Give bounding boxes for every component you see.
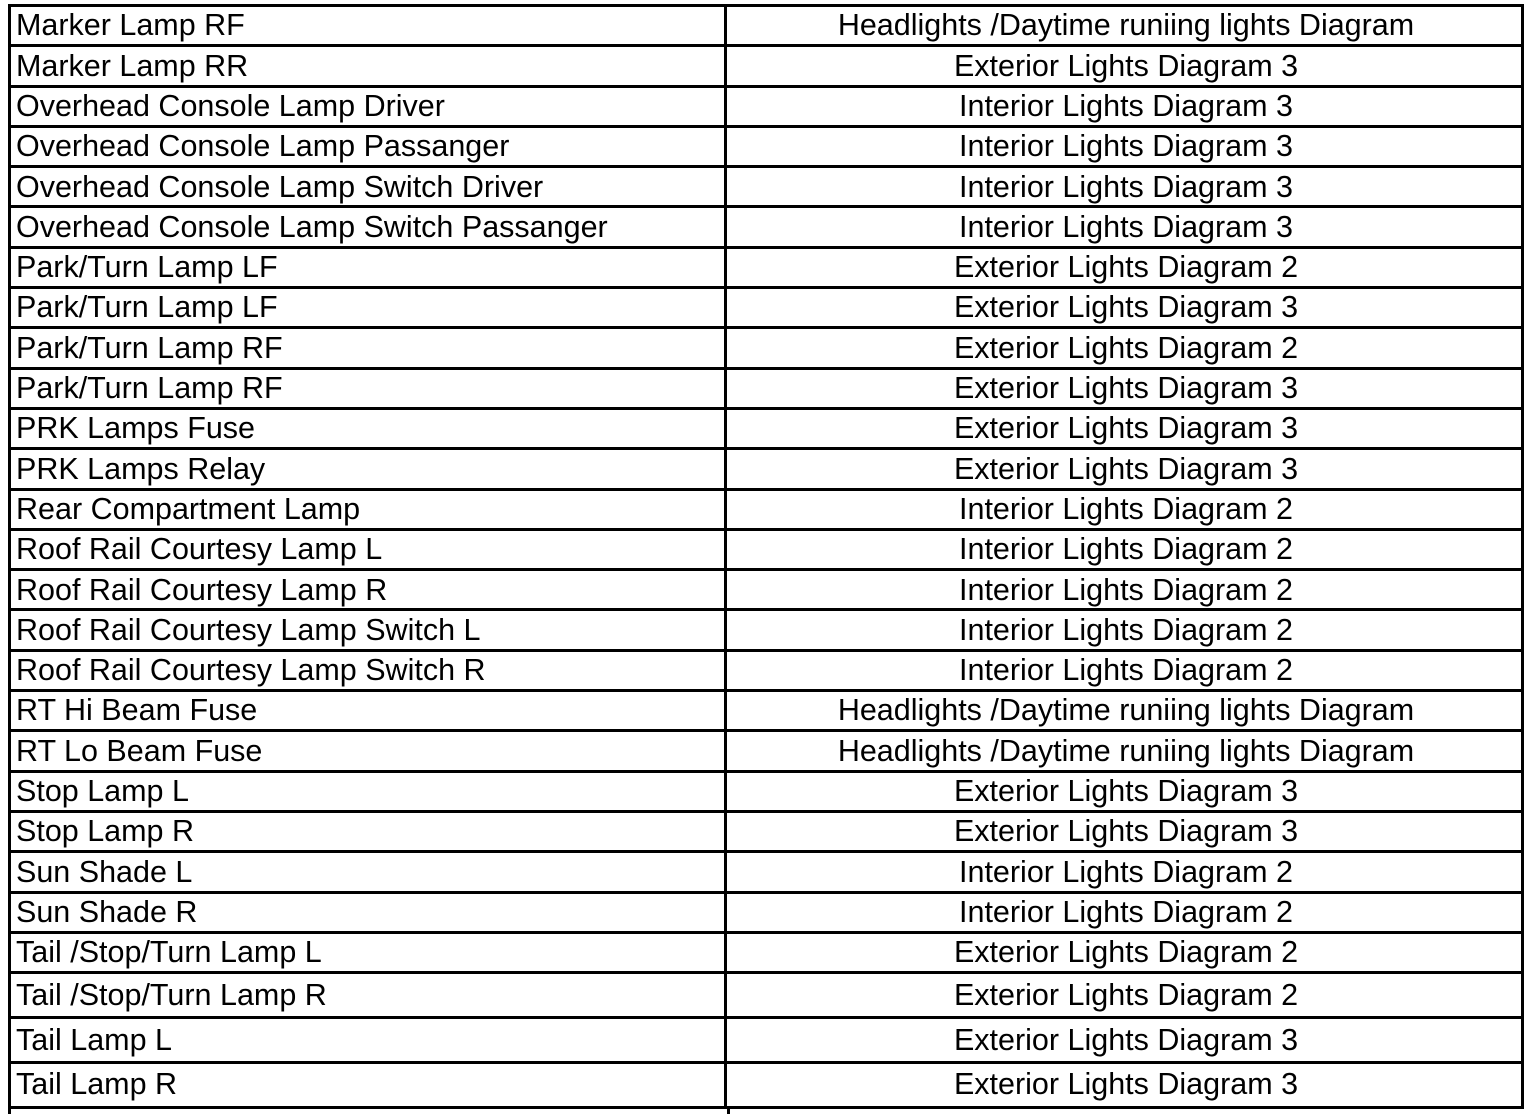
component-name-cell: Stop Lamp L — [8, 773, 727, 810]
diagram-reference-cell: Headlights /Daytime runiing lights Diagram — [727, 692, 1524, 729]
table-row — [8, 692, 1524, 732]
diagram-reference-cell: Interior Lights Diagram 2 — [727, 491, 1524, 528]
table-row — [8, 1019, 1524, 1064]
component-name-cell: Park/Turn Lamp RF — [8, 329, 727, 366]
table-row — [8, 1064, 1524, 1109]
diagram-reference-cell: Headlights /Daytime runiing lights Diagram — [727, 732, 1524, 769]
component-name-cell: Tail Lamp R — [8, 1064, 727, 1106]
diagram-reference-cell: Exterior Lights Diagram 3 — [727, 773, 1524, 810]
component-diagram-table — [8, 4, 1524, 1109]
component-name-cell: Roof Rail Courtesy Lamp Switch L — [8, 611, 727, 648]
component-name-cell: Roof Rail Courtesy Lamp L — [8, 531, 727, 568]
component-name-cell: PRK Lamps Fuse — [8, 410, 727, 447]
table-row — [8, 813, 1524, 853]
component-name-cell: RT Lo Beam Fuse — [8, 732, 727, 769]
table-continuation — [8, 1108, 1524, 1114]
table-row — [8, 853, 1524, 893]
component-name-cell: Roof Rail Courtesy Lamp Switch R — [8, 652, 727, 689]
diagram-reference-cell: Interior Lights Diagram 3 — [727, 88, 1524, 125]
diagram-reference-cell: Exterior Lights Diagram 3 — [727, 1019, 1524, 1061]
diagram-reference-cell: Interior Lights Diagram 3 — [727, 168, 1524, 205]
diagram-reference-cell: Exterior Lights Diagram 2 — [727, 329, 1524, 366]
table-row — [8, 88, 1524, 128]
diagram-reference-cell: Interior Lights Diagram 2 — [727, 652, 1524, 689]
component-name-cell: Overhead Console Lamp Switch Passanger — [8, 208, 727, 245]
diagram-reference-cell: Exterior Lights Diagram 3 — [727, 370, 1524, 407]
table-row — [8, 652, 1524, 692]
table-row — [8, 450, 1524, 490]
component-name-cell: Tail /Stop/Turn Lamp R — [8, 974, 727, 1016]
component-name-cell: PRK Lamps Relay — [8, 450, 727, 487]
table-row — [8, 732, 1524, 772]
diagram-reference-cell: Exterior Lights Diagram 3 — [727, 450, 1524, 487]
diagram-reference-cell: Exterior Lights Diagram 3 — [727, 1064, 1524, 1106]
diagram-reference-cell: Exterior Lights Diagram 3 — [727, 410, 1524, 447]
diagram-reference-cell: Interior Lights Diagram 2 — [727, 571, 1524, 608]
component-name-cell: Stop Lamp R — [8, 813, 727, 850]
diagram-reference-cell: Interior Lights Diagram 2 — [727, 894, 1524, 931]
diagram-reference-cell: Interior Lights Diagram 3 — [727, 208, 1524, 245]
table-row — [8, 773, 1524, 813]
component-name-cell: Marker Lamp RF — [8, 7, 727, 44]
component-name-cell: Overhead Console Lamp Switch Driver — [8, 168, 727, 205]
diagram-reference-cell: Exterior Lights Diagram 3 — [727, 47, 1524, 84]
table-row — [8, 974, 1524, 1019]
table-row — [8, 410, 1524, 450]
table-row — [8, 571, 1524, 611]
diagram-reference-cell: Exterior Lights Diagram 2 — [727, 974, 1524, 1016]
table-row — [8, 329, 1524, 369]
component-name-cell: Park/Turn Lamp LF — [8, 289, 727, 326]
component-name-cell: Overhead Console Lamp Driver — [8, 88, 727, 125]
diagram-reference-cell: Exterior Lights Diagram 2 — [727, 934, 1524, 971]
component-name-cell: Roof Rail Courtesy Lamp R — [8, 571, 727, 608]
table-row — [8, 370, 1524, 410]
table-row — [8, 934, 1524, 974]
component-name-cell: Park/Turn Lamp RF — [8, 370, 727, 407]
table-row — [8, 491, 1524, 531]
component-name-cell: Sun Shade R — [8, 894, 727, 931]
table-row — [8, 208, 1524, 248]
diagram-reference-cell: Exterior Lights Diagram 3 — [727, 289, 1524, 326]
diagram-reference-cell: Exterior Lights Diagram 2 — [727, 249, 1524, 286]
component-name-cell: RT Hi Beam Fuse — [8, 692, 727, 729]
table-row — [8, 47, 1524, 87]
table-row — [8, 168, 1524, 208]
diagram-reference-cell: Interior Lights Diagram 2 — [727, 853, 1524, 890]
table-row — [8, 531, 1524, 571]
diagram-reference-cell: Exterior Lights Diagram 3 — [727, 813, 1524, 850]
component-name-cell: Overhead Console Lamp Passanger — [8, 128, 727, 165]
diagram-reference-cell: Interior Lights Diagram 3 — [727, 128, 1524, 165]
table-row — [8, 7, 1524, 47]
table-row — [8, 611, 1524, 651]
table-row — [8, 289, 1524, 329]
table-row — [8, 894, 1524, 934]
diagram-reference-cell: Interior Lights Diagram 2 — [727, 611, 1524, 648]
table-row — [8, 128, 1524, 168]
component-name-cell: Rear Compartment Lamp — [8, 491, 727, 528]
component-name-cell: Marker Lamp RR — [8, 47, 727, 84]
diagram-reference-cell: Interior Lights Diagram 2 — [727, 531, 1524, 568]
component-name-cell: Tail Lamp L — [8, 1019, 727, 1061]
table-row — [8, 249, 1524, 289]
component-name-cell: Sun Shade L — [8, 853, 727, 890]
diagram-reference-cell: Headlights /Daytime runiing lights Diagram — [727, 7, 1524, 44]
component-name-cell: Tail /Stop/Turn Lamp L — [8, 934, 727, 971]
component-name-cell: Park/Turn Lamp LF — [8, 249, 727, 286]
